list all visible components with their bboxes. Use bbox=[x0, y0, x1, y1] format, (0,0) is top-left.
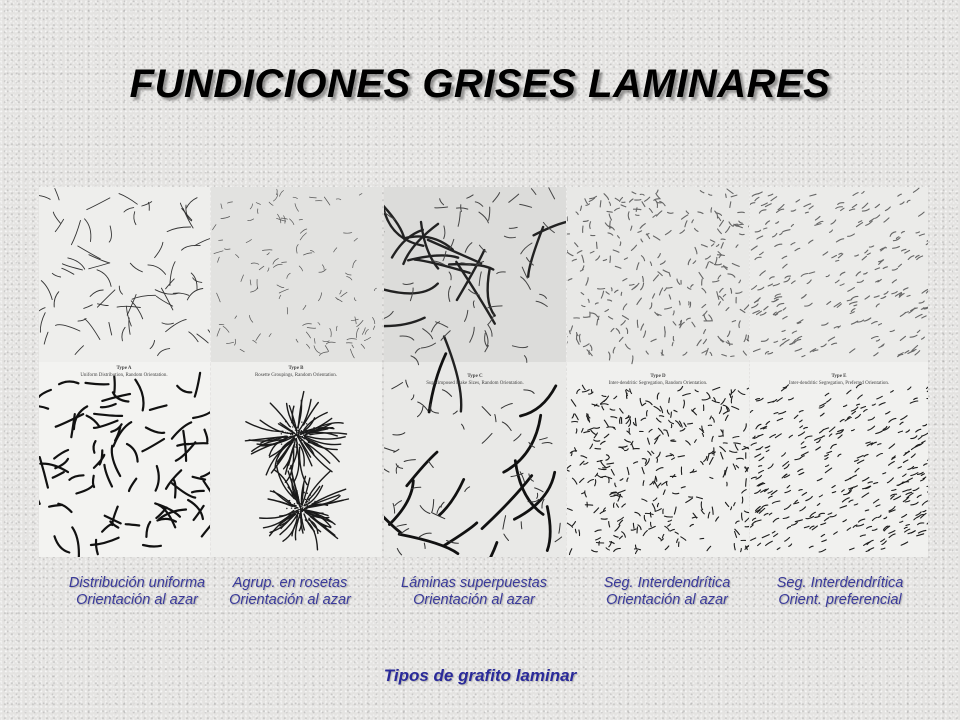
micrograph-type-b-image bbox=[211, 187, 382, 557]
caption-type-c-line2: Orientación al azar bbox=[413, 592, 535, 608]
caption-type-c bbox=[376, 575, 572, 609]
plate-type-a-caption: Uniform Distribution, Random Orientation. bbox=[80, 373, 168, 378]
caption-type-a-line1: Distribución uniforma bbox=[68, 575, 206, 591]
caption-type-e-line2: Orient. preferencial bbox=[778, 592, 902, 608]
plate-type-b-caption: Rosette Groupings, Random Orientation. bbox=[254, 373, 338, 378]
micrograph-type-d bbox=[567, 187, 749, 557]
caption-type-b bbox=[200, 575, 380, 609]
caption-type-a-line2: Orientación al azar bbox=[76, 592, 198, 608]
micrograph-type-c-image bbox=[384, 187, 566, 557]
micrograph-type-e-image bbox=[750, 187, 928, 557]
caption-type-e-line1: Seg. Interdendrítica bbox=[776, 575, 904, 591]
caption-type-b-line1: Agrup. en rosetas bbox=[232, 575, 348, 591]
plate-type-c-caption: Superimposed Flake Sizes, Random Orientation. bbox=[426, 381, 524, 386]
caption-type-d-line2: Orientación al azar bbox=[606, 592, 728, 608]
micrograph-type-a bbox=[39, 187, 210, 557]
micrograph-type-b bbox=[211, 187, 382, 557]
micrograph-type-e bbox=[750, 187, 928, 557]
plate-type-b-label: Type B bbox=[288, 366, 304, 371]
caption-type-c-line1: Láminas superpuestas bbox=[401, 575, 547, 591]
plate-type-d-label: Type D bbox=[650, 374, 666, 379]
micrograph-type-c bbox=[384, 187, 566, 557]
micrograph-type-d-image bbox=[567, 187, 749, 557]
caption-type-e bbox=[750, 575, 930, 609]
plate-type-a-label: Type A bbox=[116, 366, 132, 371]
caption-type-b-line2: Orientación al azar bbox=[229, 592, 351, 608]
caption-type-d bbox=[572, 575, 762, 609]
plate-type-e-label: Type E bbox=[831, 374, 847, 379]
plate-type-d-caption: Inter-dendritic Segregation, Random Orientation. bbox=[608, 381, 708, 386]
plate-type-c-label: Type C bbox=[467, 374, 483, 379]
caption-type-d-line1: Seg. Interdendrítica bbox=[603, 575, 731, 591]
slide-title: FUNDICIONES GRISES LAMINARES bbox=[129, 62, 831, 106]
micrograph-type-a-image bbox=[39, 187, 210, 557]
plate-type-e-caption: Inter-dendritic Segregation, Preferred Orientation. bbox=[788, 381, 890, 386]
slide-subtitle: Tipos de grafito laminar bbox=[383, 666, 577, 685]
